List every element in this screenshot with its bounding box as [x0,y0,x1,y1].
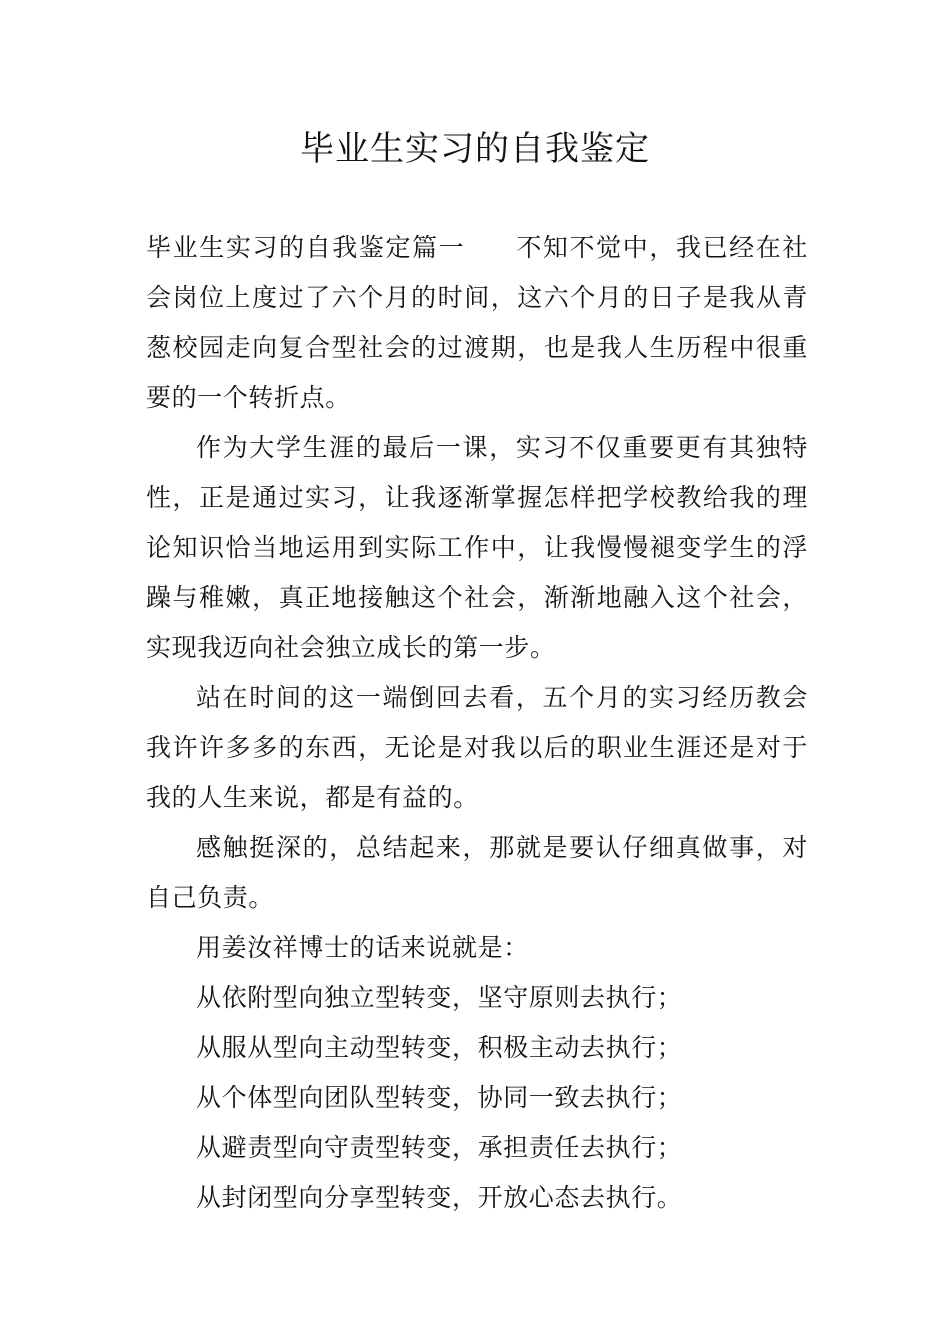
paragraph: 站在时间的这一端倒回去看，五个月的实习经历教会我许许多多的东西，无论是对我以后的职业生涯还是对于我的人生来说，都是有益的。 [146,683,808,812]
page-title: 毕业生实习的自我鉴定 [300,129,650,169]
list-item: 从避责型向守责型转变，承担责任去执行； [196,1133,683,1162]
paragraph: 用姜汝祥博士的话来说就是： [196,933,529,962]
paragraph: 感触挺深的，总结起来，那就是要认仔细真做事，对自己负责。 [146,833,808,912]
list-item: 从服从型向主动型转变，积极主动去执行； [196,1033,683,1062]
section-heading: 毕业生实习的自我鉴定篇一 [146,233,466,262]
document-body [146,223,808,1223]
paragraph: 作为大学生涯的最后一课，实习不仅重要更有其独特性，正是通过实习，让我逐渐掌握怎样把学校教给我的理论知识恰当地运用到实际工作中，让我慢慢褪变学生的浮躁与稚嫩，真正地接触这个社会，渐渐地融入这个社会，实现我迈向社会独立成长的第一步。 [146,433,808,662]
list-item: 从依附型向独立型转变，坚守原则去执行； [196,983,683,1012]
intro-text: 不知不觉中，我已经在社会岗位上度过了六个月的时间，这六个月的日子是我从青葱校园走向复合型社会的过渡期，也是我人生历程中很重要的一个转折点。 [146,233,809,412]
list-item: 从封闭型向分享型转变，开放心态去执行。 [196,1183,683,1212]
list-item: 从个体型向团队型转变，协同一致去执行； [196,1083,683,1112]
intro-paragraph [146,223,808,423]
